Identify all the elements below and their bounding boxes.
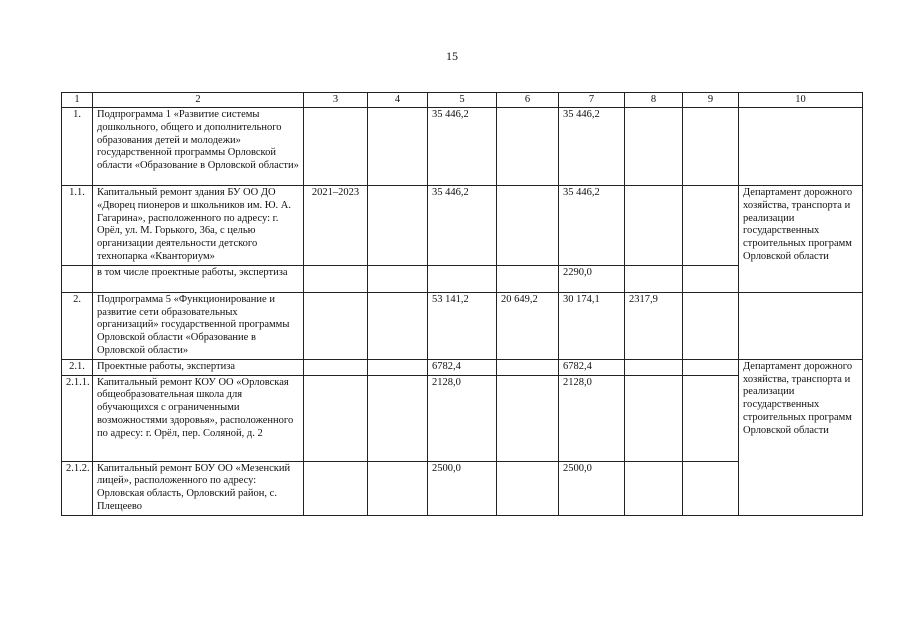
cell-col4 [368,186,428,266]
cell-col3 [304,359,368,375]
table-row [62,292,863,359]
cell-col10 [739,292,863,359]
cell-col7: 35 446,2 [559,108,625,186]
header-cell: 9 [683,93,739,108]
cell-col9 [683,461,739,515]
cell-col9 [683,375,739,461]
header-cell: 5 [428,93,497,108]
row-name: Капитальный ремонт КОУ ОО «Орловская общеобразовательная школа для обучающихся с ограниченными возможностями здоровья», расположенного по адресу: г. Орёл, пер. Соляной, д. 2 [93,375,304,461]
cell-col7: 2500,0 [559,461,625,515]
row-name: Проектные работы, экспертиза [93,359,304,375]
cell-col8 [625,265,683,292]
cell-col3 [304,292,368,359]
header-cell: 8 [625,93,683,108]
cell-col4 [368,461,428,515]
cell-col6: 20 649,2 [497,292,559,359]
cell-col6 [497,186,559,266]
cell-col8 [625,461,683,515]
cell-col6 [497,108,559,186]
cell-col7: 35 446,2 [559,186,625,266]
row-name: в том числе проектные работы, экспертиза [93,265,304,292]
header-cell: 6 [497,93,559,108]
cell-col8 [625,186,683,266]
row-number: 2.1.2. [62,461,93,515]
row-number: 2. [62,292,93,359]
budget-table [61,92,863,516]
cell-col8 [625,375,683,461]
cell-col7: 30 174,1 [559,292,625,359]
cell-col8: 2317,9 [625,292,683,359]
row-number: 1.1. [62,186,93,266]
cell-col5 [428,265,497,292]
cell-col5: 2500,0 [428,461,497,515]
cell-col3: 2021–2023 [304,186,368,266]
row-number: 2.1.1. [62,375,93,461]
cell-col5: 35 446,2 [428,108,497,186]
cell-col9 [683,292,739,359]
cell-col3 [304,108,368,186]
cell-col3 [304,375,368,461]
cell-col10 [739,108,863,186]
header-cell: 3 [304,93,368,108]
table-row [62,108,863,186]
cell-col9 [683,265,739,292]
row-name: Подпрограмма 1 «Развитие системы дошкольного, общего и дополнительного образования детей и молодежи» государственной программы Орловской области «Образование в Орловской области» [93,108,304,186]
cell-col4 [368,292,428,359]
cell-col4 [368,265,428,292]
cell-col9 [683,359,739,375]
row-name: Капитальный ремонт БОУ ОО «Мезенский лицей», расположенного по адресу: Орловская область, Орловский район, с. Плещеево [93,461,304,515]
header-cell: 4 [368,93,428,108]
cell-col6 [497,375,559,461]
cell-col7: 2128,0 [559,375,625,461]
cell-col5: 35 446,2 [428,186,497,266]
cell-col9 [683,108,739,186]
responsible-department: Департамент дорожного хозяйства, транспорта и реализации государственных строительных программ Орловской области [739,359,863,515]
header-cell: 7 [559,93,625,108]
table-row [62,186,863,266]
cell-col5: 6782,4 [428,359,497,375]
cell-col4 [368,359,428,375]
row-name: Подпрограмма 5 «Функционирование и развитие сети образовательных организаций» государственной программы Орловской области «Образование в Орловской области» [93,292,304,359]
cell-col5: 53 141,2 [428,292,497,359]
cell-col7: 2290,0 [559,265,625,292]
header-cell: 2 [93,93,304,108]
cell-col4 [368,375,428,461]
row-number: 1. [62,108,93,186]
header-cell: 1 [62,93,93,108]
row-number [62,265,93,292]
header-cell: 10 [739,93,863,108]
cell-col6 [497,359,559,375]
table-header-row [62,93,863,108]
cell-col5: 2128,0 [428,375,497,461]
cell-col4 [368,108,428,186]
cell-col6 [497,265,559,292]
cell-col8 [625,108,683,186]
row-name: Капитальный ремонт здания БУ ОО ДО «Дворец пионеров и школьников им. Ю. А. Гагарина», расположенного по адресу: г. Орёл, ул. М. Горького, 36а, с целью организации деятельности детского технопарка «Кванториум» [93,186,304,266]
cell-col9 [683,186,739,266]
row-number: 2.1. [62,359,93,375]
table-row [62,359,863,375]
cell-col7: 6782,4 [559,359,625,375]
responsible-department: Департамент дорожного хозяйства, транспорта и реализации государственных строительных программ Орловской области [739,186,863,293]
cell-col8 [625,359,683,375]
cell-col3 [304,461,368,515]
cell-col3 [304,265,368,292]
cell-col6 [497,461,559,515]
page-number: 15 [446,49,458,63]
